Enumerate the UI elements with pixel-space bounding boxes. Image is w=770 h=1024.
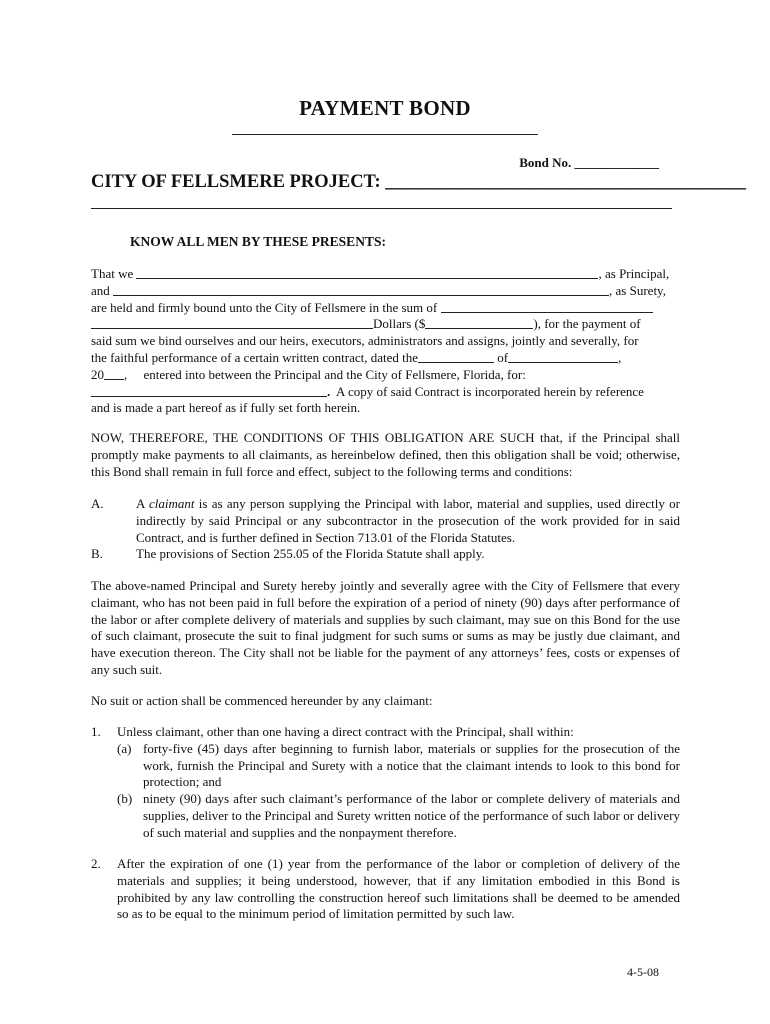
line-contract-date: the faithful performance of a certain written contract, dated the of , (91, 349, 622, 365)
line-surety: and , as Surety, (91, 282, 666, 298)
term-b: B. The provisions of Section 255.05 of the Florida Statute shall apply. (91, 546, 485, 562)
no-suit-paragraph: No suit or action shall be commenced hereunder by any claimant: (91, 693, 433, 708)
line-sum: are held and firmly bound unto the City of Fellsmere in the sum of (91, 300, 680, 317)
year-blank (104, 367, 124, 380)
line-bind: said sum we bind ourselves and our heirs, executors, administrators and assigns, jointly and severally, for (91, 333, 639, 349)
revision-date: 4-5-08 (627, 965, 659, 979)
document-title: PAYMENT BOND (299, 96, 471, 120)
dollars-amount-blank (425, 316, 533, 329)
project-heading: CITY OF FELLSMERE PROJECT: _______________________________________ (91, 172, 747, 192)
terms-list (91, 496, 680, 563)
condition-1: 1. Unless claimant, other than one having a direct contract with the Principal, shall within: (91, 724, 574, 739)
condition-1a: (a) forty-five (45) days after beginning to furnish labor, materials or supplies for the prosecution of the work, furnish the Principal and Surety with a notice that the claimant intends to look to this bond for protection; and (117, 740, 680, 790)
date-month-blank (508, 350, 618, 363)
bond-number: Bond No. _____________ (519, 155, 659, 170)
dollars-words-blank (91, 316, 373, 329)
title-divider (232, 134, 538, 135)
line-principal: That we , as Principal, (91, 266, 670, 281)
surety-blank (113, 283, 609, 296)
condition-2: 2. After the expiration of one (1) year from the performance of the labor or completion of delivery of the materials and supplies; it being understood, however, that if any limitation embodied in this Bond is prohibited by any law controlling the construction hereof such limitations shall be deemed to be amended so as to be equal to the minimum period of limitation permitted by such law. (91, 856, 680, 922)
principal-blank (136, 266, 598, 279)
condition-1b: (b) ninety (90) days after such claimant’s performance of the labor or complete delivery of materials and supplies, deliver to the Principal and Surety written notice of the performance of such labor or delivery of such material and supplies and the nonpayment therefore. (117, 791, 680, 840)
numbered-list (91, 724, 680, 842)
condition-1-subitems (117, 741, 680, 842)
line-copy: . A copy of said Contract is incorporated herein by reference (91, 384, 680, 401)
project-for-blank (91, 384, 327, 397)
principal-surety-paragraph (91, 266, 680, 417)
agreement-paragraph: The above-named Principal and Surety hereby jointly and severally agree with the City of Fellsmere that every claimant, who has not been paid in full before the expiration of a period of ninety (90) days after performance of the labor or after complete delivery of materials and supplies by such claimant, may sue on this Bond for the use of such claimant, prosecute the suit to final judgment for such sums or sums as may be justly due claimant, and have execution thereon. The City shall not be liable for the payment of any attorneys’ fees, costs or expenses of any such suit. (91, 578, 680, 677)
sum-blank (441, 300, 653, 313)
line-year: 20 , entered into between the Principal and the City of Fellsmere, Florida, for: (91, 366, 526, 382)
term-a: A. A claimant is as any person supplying the Principal with labor, material and supplies, used directly or indirectly by said Principal or any subcontractor in the prosecution of the work provided for in said Contract, and is further defined in Section 713.01 of the Florida Statutes. (91, 496, 681, 545)
know-all-men-heading: KNOW ALL MEN BY THESE PRESENTS: (130, 234, 386, 249)
line-dollars: Dollars ($ ), for the payment of (91, 316, 680, 333)
numbered-list-2 (91, 856, 680, 923)
date-day-blank (418, 350, 494, 363)
project-divider (91, 208, 672, 209)
conditions-paragraph: NOW, THEREFORE, THE CONDITIONS OF THIS OBLIGATION ARE SUCH that, if the Principal shall promptly make payments to all claimants, as hereinbelow defined, then this obligation shall be void; otherwise, this Bond shall remain in full force and effect, subject to the following terms and conditions: (91, 430, 680, 479)
line-made-part: and is made a part hereof as if fully set forth herein. (91, 400, 361, 416)
